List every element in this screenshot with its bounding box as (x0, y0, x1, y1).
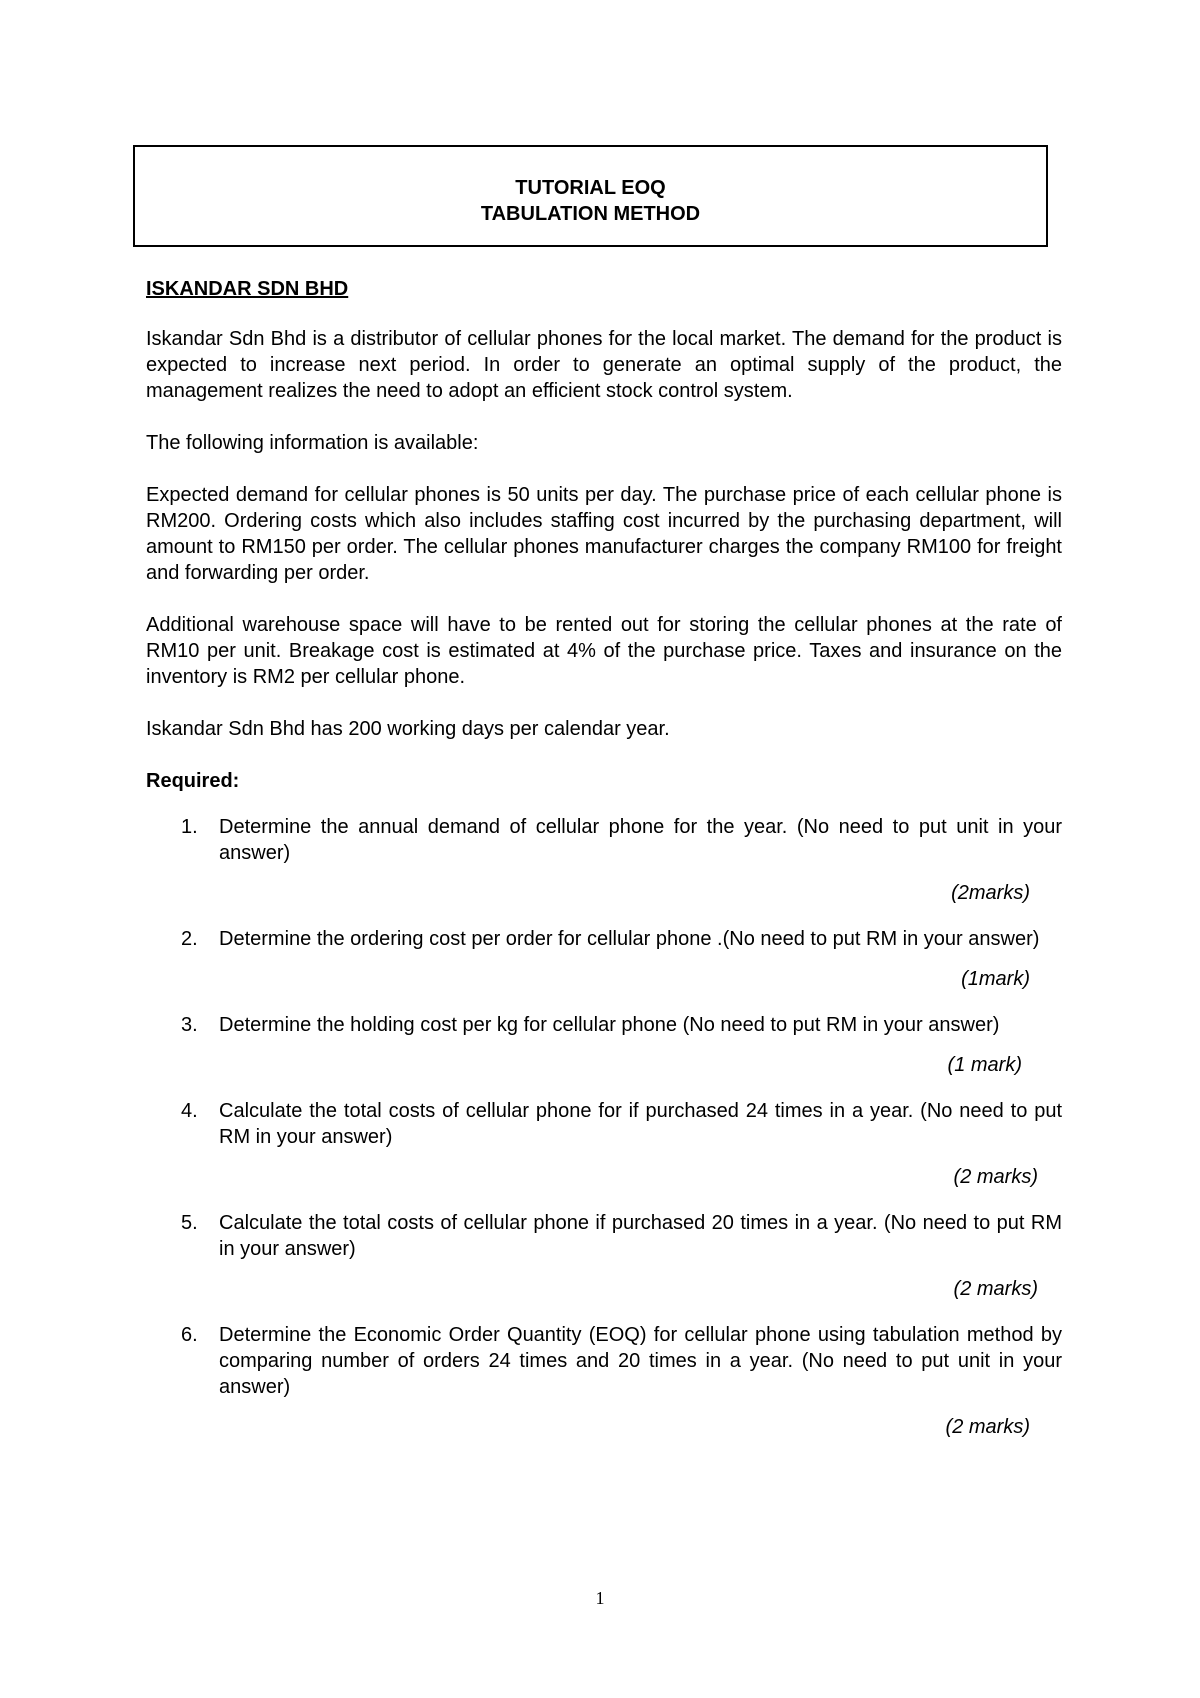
question-marks: (2marks) (951, 882, 1030, 904)
question-number: 6. (181, 1324, 198, 1346)
question-list (146, 814, 1062, 1440)
question-number: 3. (181, 1014, 198, 1036)
title-line-1: TUTORIAL EOQ (515, 177, 666, 199)
question-item-6 (146, 1322, 1062, 1440)
question-item-4 (146, 1098, 1062, 1190)
question-text: Determine the holding cost per kg for cellular phone (No need to put RM in your answer) (219, 1014, 1000, 1036)
title-box (133, 145, 1048, 247)
question-marks: (1mark) (961, 968, 1030, 990)
question-item-3 (146, 1012, 1062, 1078)
question-item-1 (146, 814, 1062, 906)
demand-cost-paragraph: Expected demand for cellular phones is 50 units per day. The purchase price of each cellular phone is RM200. Ordering costs which also includes staffing cost incurred by the purchasing department, will amount to RM150 per order. The cellular phones manufacturer charges the company RM100 for freight and forwarding per order. (146, 484, 1062, 584)
question-number: 4. (181, 1100, 198, 1122)
intro-paragraph: Iskandar Sdn Bhd is a distributor of cellular phones for the local market. The demand for the product is expected to increase next period. In order to generate an optimal supply of the product, the management realizes the need to adopt an efficient stock control system. (146, 328, 1062, 402)
question-number: 5. (181, 1212, 198, 1234)
question-text: Determine the Economic Order Quantity (EOQ) for cellular phone using tabulation method by comparing number of orders 24 times and 20 times in a year. (No need to put unit in your answer) (219, 1324, 1062, 1398)
question-text: Calculate the total costs of cellular phone for if purchased 24 times in a year. (No need to put RM in your answer) (219, 1100, 1062, 1148)
title-line-2: TABULATION METHOD (480, 203, 701, 225)
question-text: Determine the annual demand of cellular phone for the year. (No need to put unit in your answer) (219, 816, 1062, 864)
question-marks: (1 mark) (947, 1054, 1022, 1076)
question-text: Calculate the total costs of cellular phone if purchased 20 times in a year. (No need to put RM in your answer) (219, 1212, 1062, 1260)
document-body (146, 276, 1062, 1460)
question-number: 1. (181, 816, 198, 838)
working-days-paragraph: Iskandar Sdn Bhd has 200 working days per calendar year. (146, 718, 670, 740)
company-heading: ISKANDAR SDN BHD (146, 278, 349, 300)
required-label: Required: (146, 770, 240, 792)
question-number: 2. (181, 928, 198, 950)
question-item-5 (146, 1210, 1062, 1302)
question-marks: (2 marks) (953, 1166, 1038, 1188)
warehouse-paragraph: Additional warehouse space will have to be rented out for storing the cellular phones at the rate of RM10 per unit. Breakage cost is estimated at 4% of the purchase price. Taxes and insurance on the inventory is RM2 per cellular phone. (146, 614, 1062, 688)
question-marks: (2 marks) (945, 1416, 1030, 1438)
question-marks: (2 marks) (953, 1278, 1038, 1300)
page-number: 1 (595, 1588, 605, 1608)
question-text: Determine the ordering cost per order for cellular phone .(No need to put RM in your answer) (219, 928, 1040, 950)
info-lead-paragraph: The following information is available: (146, 432, 479, 454)
question-item-2 (146, 926, 1062, 992)
